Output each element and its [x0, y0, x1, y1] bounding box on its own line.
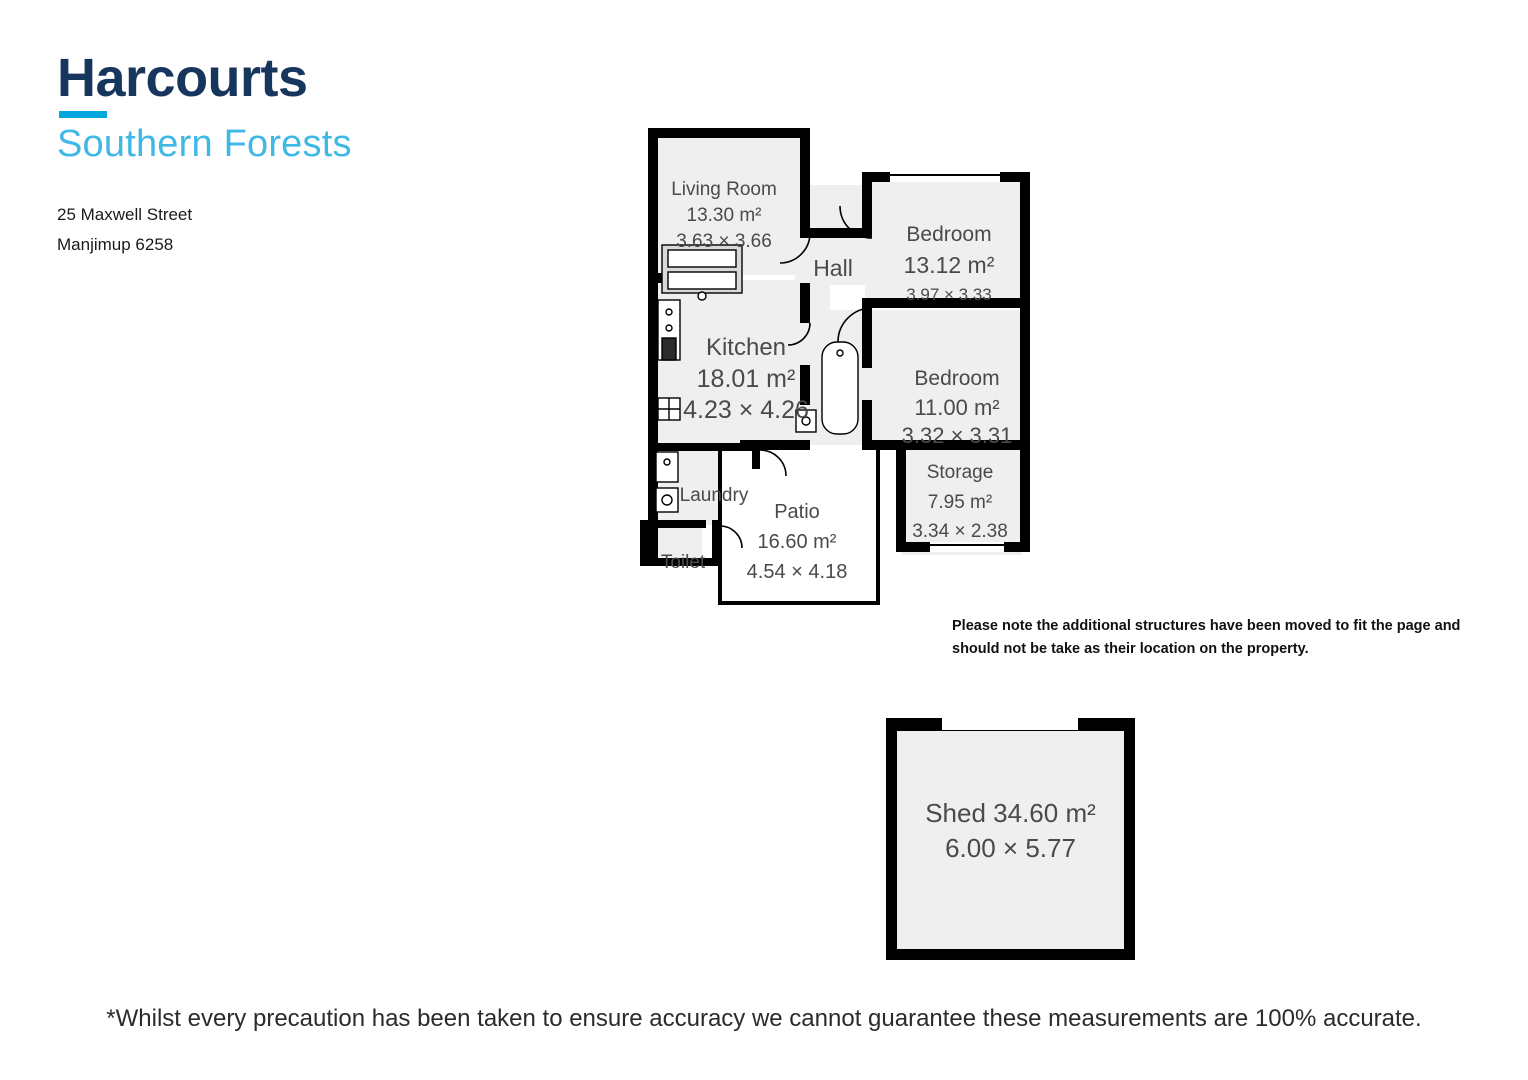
brand-underline-rule: [59, 111, 107, 118]
brand-subtitle: Southern Forests: [57, 122, 352, 165]
brand-name: Harcourts: [57, 48, 308, 108]
shed-label: Shed 34.60 m² 6.00 × 5.77: [925, 798, 1096, 864]
fridge-knob-1: [666, 309, 672, 315]
label-storage-name: Storage: [926, 462, 994, 483]
wall-toilet-top: [640, 520, 706, 528]
wall-living-left: [648, 128, 658, 283]
trough-tap: [664, 459, 670, 465]
label-hall-name: Hall: [813, 255, 853, 281]
wall-storage-right: [1020, 440, 1030, 552]
fridge-knob-2: [666, 325, 672, 331]
label-kitchen-area: 18.01 m²: [696, 365, 796, 393]
accuracy-disclaimer: *Whilst every precaution has been taken to ensure accuracy we cannot guarantee these measurements are 100% accurate.: [106, 1005, 1422, 1032]
wall-bedroom2-right: [1020, 308, 1030, 458]
address-line-2: Manjimup 6258: [57, 234, 174, 254]
floorplan-svg: [600, 110, 1120, 670]
wall-patio-bottom: [718, 601, 880, 605]
label-kitchen-name: Kitchen: [705, 334, 787, 361]
label-kitchen-dims: 4.23 × 4.26: [683, 396, 809, 424]
additional-structures-note: Please note the additional structures have been moved to fit the page and should not be take as their location on the property.: [952, 618, 1461, 658]
washing-machine-door: [662, 495, 672, 505]
label-bedroom-2-area: 11.00 m²: [914, 395, 1000, 420]
wall-kitchen-left: [648, 273, 658, 453]
wall-laundry-right: [752, 443, 760, 469]
storage-opening-line: [930, 544, 1004, 546]
wall-kitchen-right-upper: [800, 283, 810, 323]
wall-living-top: [648, 128, 810, 138]
label-patio-dims: 4.54 × 4.18: [746, 561, 848, 583]
label-toilet-name: Toilet: [660, 552, 706, 573]
label-storage-area: 7.95 m²: [927, 492, 993, 513]
wall-bedroom1-right: [1020, 172, 1030, 312]
label-patio-name: Patio: [774, 501, 820, 523]
wall-living-right: [800, 128, 810, 233]
shed-opening: [942, 717, 1078, 730]
label-bedroom-1-name: Bedroom: [906, 223, 992, 246]
laundry-trough: [656, 452, 678, 482]
window-bedroom1-line: [890, 174, 1000, 176]
label-bedroom-1-area: 13.12 m²: [903, 252, 995, 278]
label-laundry-name: Laundry: [679, 485, 749, 506]
label-living-room-area: 13.30 m²: [686, 205, 762, 226]
bath-plug: [837, 350, 843, 356]
wall-bedroom2-left-lower: [862, 400, 872, 450]
appliance-dark: [662, 338, 676, 360]
shed-diagram: [886, 718, 1135, 960]
label-living-room-name: Living Room: [671, 179, 777, 200]
floorplan-diagram: [600, 110, 1120, 670]
wall-patio-right: [876, 445, 880, 605]
label-living-room-dims: 3.63 × 3.66: [676, 231, 772, 252]
property-address: [57, 200, 192, 260]
label-bedroom-2-dims: 3.32 × 3.31: [901, 423, 1013, 448]
oven-knob: [698, 292, 706, 300]
brand-logo: [57, 50, 477, 165]
oven-burner-top: [668, 250, 736, 267]
wall-patio-left: [718, 445, 722, 605]
label-storage-dims: 3.34 × 2.38: [912, 521, 1008, 542]
window-bedroom1: [890, 172, 1000, 182]
label-bedroom-2-name: Bedroom: [914, 367, 1000, 390]
wall-laundry-top: [648, 443, 760, 451]
label-bedroom-1-dims: 3.97 × 3.33: [906, 285, 992, 304]
wall-bedroom2-left-upper: [862, 308, 872, 368]
address-line-1: 25 Maxwell Street: [57, 205, 193, 224]
storage-opening: [930, 542, 1004, 552]
wall-storage-left: [896, 440, 906, 552]
label-patio-area: 16.60 m²: [757, 531, 837, 553]
oven-burner-bottom: [668, 272, 736, 289]
